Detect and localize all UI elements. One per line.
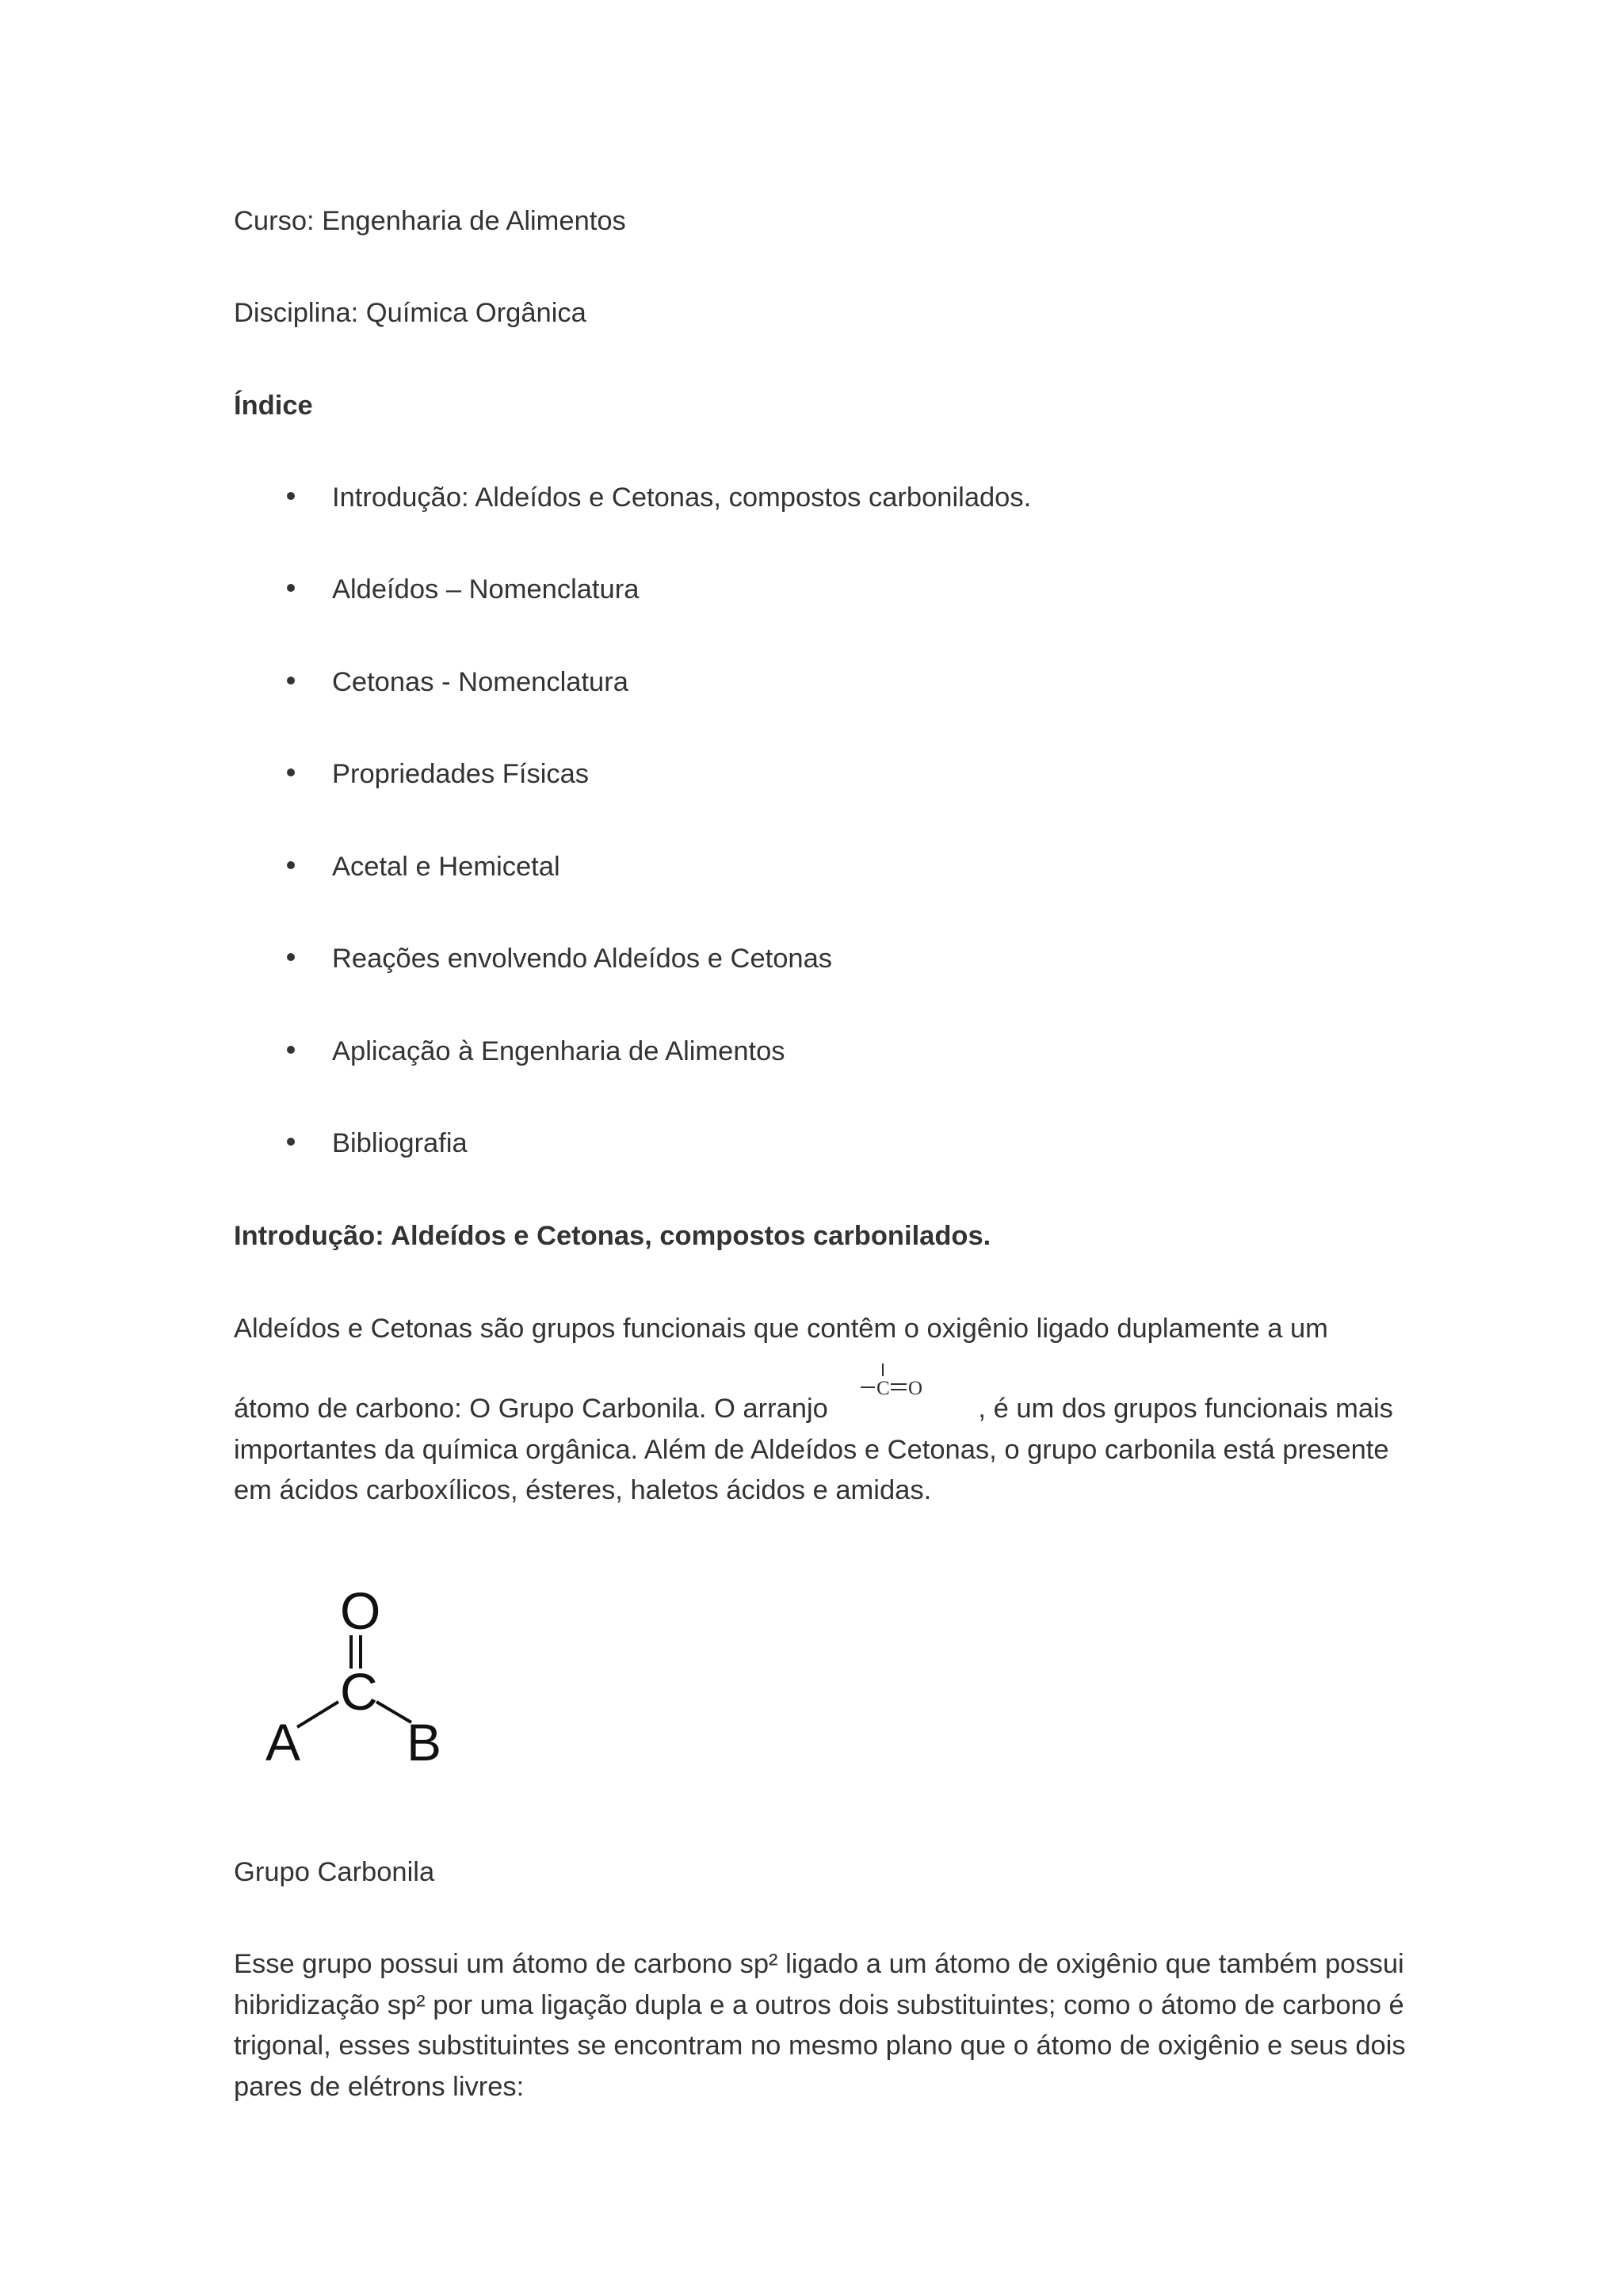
figure-caption: Grupo Carbonila <box>234 1857 435 1887</box>
bullet-icon <box>287 677 295 685</box>
carbon-atom-label: C <box>340 1662 378 1721</box>
intro-paragraph-after-formula: , é um dos grupos funcionais mais importantes da química orgânica. Além de Aldeídos e Cetonas, o grupo carbonila está presente em ácidos carboxílicos, ésteres, haletos ácidos e amidas. <box>234 1394 1393 1505</box>
intro-heading: Introdução: Aldeídos e Cetonas, compostos carbonilados. <box>234 1221 991 1251</box>
document-page: Curso: Engenharia de Alimentos Disciplina: Química Orgânica Índice Introdução: Aldeídos e Cetonas, compostos carbonilados. Aldeídos – Nomenclatura Cetonas - Nomenclatura Propriedades Físicas Acetal e Hemicetal Reações envolvendo Aldeídos e Cetonas Aplicação à Engenharia de Alimentos Bibliografia Introdução: Aldeídos e Cetonas, compostos carbonilados. Aldeídos e Cetonas são grupos funcionais que contêm o oxigênio ligado duplamente a um átomo de carbono: O Grupo Carbonila. O arranjo C O , é um dos grupos funcionais mais importantes da química orgânica. Além de Aldeídos e Cetonas, o grupo carbonila está presente em ácidos carboxílicos, ésteres, haletos ácidos e amidas. O C A B Grupo Carbonila Esse grupo possui um átomo de carbono sp² ligado a um átomo de oxigênio que também possui hibridização sp² por uma ligação dupla e a outros dois substituintes; como o átomo de carbono é trigonal, esses substituintes se encontram no mesmo plano que o átomo de oxigênio e seus dois pares de elétrons livres: <box>0 0 1623 2296</box>
bullet-icon <box>287 1138 295 1146</box>
substituent-b-label: B <box>407 1713 442 1772</box>
inline-oxygen-label: O <box>908 1378 923 1399</box>
carbonyl-inline-icon <box>859 1360 946 1408</box>
carbonyl-inline-formula <box>835 1378 978 1421</box>
bullet-icon <box>287 584 295 592</box>
oxygen-atom-label: O <box>340 1585 381 1640</box>
bullet-icon <box>287 769 295 776</box>
bullet-icon <box>287 1046 295 1054</box>
discipline-line: Disciplina: Química Orgânica <box>234 298 586 328</box>
course-line: Curso: Engenharia de Alimentos <box>234 206 626 236</box>
bullet-icon <box>287 953 295 961</box>
intro-paragraph <box>234 1378 1407 1512</box>
substituent-a-label: A <box>265 1713 301 1772</box>
hybridization-paragraph: Esse grupo possui um átomo de carbono sp² ligado a um átomo de oxigênio que também possui hibridização sp² por uma ligação dupla e a outros dois substituintes; como o átomo de carbono é trigonal, esses substituintes se encontram no mesmo plano que o átomo de oxigênio e seus dois pares de elétrons livres: <box>234 1949 1406 2102</box>
intro-paragraph-before-formula: átomo de carbono: O Grupo Carbonila. O arranjo <box>234 1394 828 1424</box>
inline-carbon-label: C <box>876 1378 891 1399</box>
bullet-icon <box>287 492 295 500</box>
intro-paragraph-line1: Aldeídos e Cetonas são grupos funcionais que contêm o oxigênio ligado duplamente a um <box>234 1314 1328 1344</box>
carbonyl-structure-figure <box>265 1585 456 1775</box>
index-title: Índice <box>234 391 313 421</box>
bullet-icon <box>287 861 295 869</box>
